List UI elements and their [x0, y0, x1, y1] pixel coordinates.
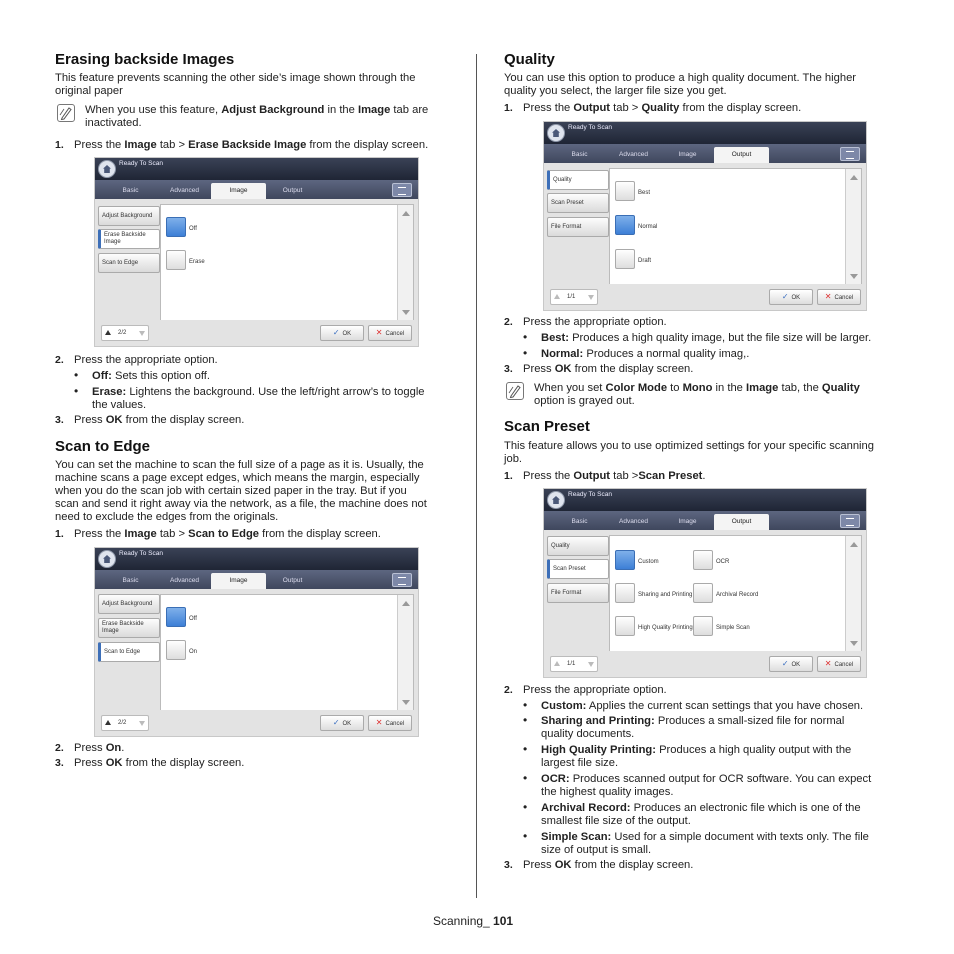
menu-icon[interactable]: [392, 573, 412, 587]
screen-title: Ready To Scan: [119, 550, 163, 557]
edge-intro-line1: You can set the machine to scan the full size of a page as it is. Usually, the: [55, 459, 424, 471]
bullet: •: [523, 742, 528, 756]
preset-step2: Press the appropriate option.: [523, 684, 667, 696]
option-label: High Quality Printing: [638, 625, 693, 631]
option-label: Archival Record: [716, 592, 759, 598]
option-draft[interactable]: [615, 249, 635, 269]
option-panel: [609, 168, 862, 286]
erasing-note-line1: When you use this feature, Adjust Background in the Image tab are: [85, 104, 429, 116]
option-archival-record[interactable]: [693, 583, 713, 603]
tab-image[interactable]: Image: [211, 573, 266, 589]
edge-intro-line2: machine scans a page except edges, which means the margin, especially: [55, 472, 420, 484]
step-number: 2.: [55, 354, 64, 366]
option-panel: [609, 535, 862, 653]
tab-basic[interactable]: Basic: [122, 187, 139, 194]
option-sharing-printing[interactable]: [615, 583, 635, 603]
bullet: •: [523, 330, 528, 344]
option-high-quality-printing[interactable]: [615, 616, 635, 636]
preset-bullet-hq-line2: largest file size.: [541, 757, 619, 769]
step-number: 3.: [504, 859, 513, 871]
bullet: •: [523, 771, 528, 785]
quality-step2: Press the appropriate option.: [523, 316, 667, 328]
quality-intro-line1: You can use this option to produce a high quality document. The higher: [504, 72, 857, 84]
cancel-button[interactable]: ✕ Cancel: [368, 715, 412, 731]
option-label: OCR: [716, 559, 730, 565]
option-best[interactable]: [615, 181, 635, 201]
erasing-bullet-erase: Erase: Lightens the background. Use the left/right arrow’s to toggle: [92, 386, 425, 398]
screen-title: Ready To Scan: [568, 124, 612, 131]
preset-bullet-simple: Simple Scan: Used for a simple document with texts only. The file: [541, 831, 869, 843]
step-number: 3.: [504, 363, 513, 375]
option-label: Off: [189, 616, 197, 622]
option-label: On: [189, 649, 198, 655]
preset-bullet-simple-line2: size of output is small.: [541, 844, 652, 856]
tab-image[interactable]: Image: [678, 151, 697, 158]
bullet: •: [523, 713, 528, 727]
cancel-button[interactable]: ✕ Cancel: [817, 656, 861, 672]
menu-icon[interactable]: [392, 183, 412, 197]
menu-icon[interactable]: [840, 147, 860, 161]
bullet: •: [74, 368, 79, 382]
bullet: •: [523, 698, 528, 712]
option-label: Best: [638, 190, 651, 196]
preset-step1: Press the Output tab >Scan Preset.: [523, 470, 706, 482]
pager[interactable]: 1/1: [550, 289, 598, 305]
side-quality[interactable]: Quality: [547, 170, 609, 190]
page-footer: Scanning_ 101: [433, 914, 514, 928]
preset-intro-line2: job.: [504, 453, 523, 465]
preset-bullet-archival: Archival Record: Produces an electronic file which is one of the: [541, 802, 861, 814]
edge-intro-line4: scan and send it right away via the network, as a file, the machine does not: [55, 498, 427, 510]
step-number: 2.: [504, 684, 513, 696]
preset-bullet-ocr: OCR: Produces scanned output for OCR software. You can expect: [541, 773, 872, 785]
step-number: 3.: [55, 757, 64, 769]
step-number: 2.: [504, 316, 513, 328]
tab-advanced[interactable]: Advanced: [170, 187, 199, 194]
quality-bullet-normal: Normal: Produces a normal quality imag,.: [541, 348, 750, 360]
home-icon[interactable]: [547, 124, 565, 142]
quality-note-line2: option is grayed out.: [534, 395, 635, 407]
cancel-button[interactable]: ✕ Cancel: [817, 289, 861, 305]
quality-step3: Press OK from the display screen.: [523, 363, 694, 375]
screen-scan-to-edge: [94, 547, 419, 737]
option-label: Off: [189, 226, 197, 232]
step-number: 2.: [55, 742, 64, 754]
option-panel: [160, 594, 414, 712]
option-ocr[interactable]: [693, 550, 713, 570]
erasing-note-line2: inactivated.: [85, 117, 142, 129]
preset-intro-line1: This feature allows you to use optimized settings for your specific scanning: [504, 440, 874, 452]
home-icon[interactable]: [547, 491, 565, 509]
tab-advanced[interactable]: Advanced: [619, 518, 648, 525]
preset-bullet-sharing-line2: quality documents.: [541, 728, 635, 740]
heading-erasing-backside: Erasing backside Images: [55, 51, 235, 68]
option-simple-scan[interactable]: [693, 616, 713, 636]
scrollbar[interactable]: [397, 205, 413, 321]
note-icon: [506, 382, 524, 400]
edge-intro-line5: need to exclude the edges from the originals.: [55, 511, 279, 523]
scrollbar[interactable]: [845, 169, 861, 285]
quality-intro-line2: quality you select, the larger file size you get.: [504, 85, 727, 97]
step-number: 1.: [55, 139, 64, 151]
option-normal[interactable]: [615, 215, 635, 235]
side-adjust-background[interactable]: Adjust Background: [98, 206, 160, 226]
cancel-button[interactable]: ✕ Cancel: [368, 325, 412, 341]
option-off[interactable]: [166, 607, 186, 627]
quality-step1: Press the Output tab > Quality from the display screen.: [523, 102, 802, 114]
screen-title: Ready To Scan: [568, 491, 612, 498]
option-label: Simple Scan: [716, 625, 750, 631]
tab-basic[interactable]: Basic: [122, 577, 139, 584]
heading-scan-to-edge: Scan to Edge: [55, 438, 151, 455]
tab-advanced[interactable]: Advanced: [170, 577, 199, 584]
pager[interactable]: 2/2: [101, 715, 149, 731]
preset-bullet-archival-line2: smallest file size of the output.: [541, 815, 691, 827]
erasing-step2: Press the appropriate option.: [74, 354, 218, 366]
pager[interactable]: 1/1: [550, 656, 598, 672]
screen-quality: [543, 121, 867, 311]
side-erase-backside[interactable]: Erase Backside Image: [98, 229, 160, 249]
tab-output[interactable]: Output: [282, 187, 303, 194]
erasing-bullet-erase-line2: the values.: [92, 399, 147, 411]
option-label: Normal: [638, 224, 658, 230]
pager[interactable]: 2/2: [101, 325, 149, 341]
tab-image[interactable]: Image: [211, 183, 266, 199]
edge-step3: Press OK from the display screen.: [74, 757, 245, 769]
step-number: 1.: [504, 470, 513, 482]
erasing-step1: Press the Image tab > Erase Backside Image from the display screen.: [74, 139, 429, 151]
screen-scan-preset: [543, 488, 867, 678]
option-label: Sharing and Printing: [638, 592, 693, 598]
preset-bullet-sharing: Sharing and Printing: Produces a small-sized file for normal: [541, 715, 845, 727]
side-file-format[interactable]: File Format: [547, 583, 609, 603]
erasing-step3: Press OK from the display screen.: [74, 414, 245, 426]
tab-output[interactable]: Output: [714, 514, 769, 530]
tab-image[interactable]: Image: [678, 518, 697, 525]
column-divider: [476, 54, 477, 898]
scrollbar[interactable]: [397, 595, 413, 711]
option-panel: [160, 204, 414, 322]
side-scan-to-edge[interactable]: Scan to Edge: [98, 253, 160, 273]
screen-title: Ready To Scan: [119, 160, 163, 167]
ok-button[interactable]: ✓ OK: [320, 325, 364, 341]
edge-intro-line3: when you do the scan job with certain sized paper in the tray. But if you: [55, 485, 407, 497]
step-number: 1.: [55, 528, 64, 540]
tab-basic[interactable]: Basic: [571, 151, 588, 158]
edge-step2: Press On.: [74, 742, 125, 754]
option-label: Custom: [638, 559, 659, 565]
option-label: Erase: [189, 259, 205, 265]
menu-icon[interactable]: [840, 514, 860, 528]
step-number: 1.: [504, 102, 513, 114]
screen-erase-backside: [94, 157, 419, 347]
side-quality[interactable]: Quality: [547, 536, 609, 556]
quality-bullet-best: Best: Produces a high quality image, but the file size will be larger.: [541, 332, 872, 344]
option-custom[interactable]: [615, 550, 635, 570]
ok-button[interactable]: ✓ OK: [769, 289, 813, 305]
step-number: 3.: [55, 414, 64, 426]
ok-button[interactable]: ✓ OK: [769, 656, 813, 672]
side-scan-to-edge[interactable]: Scan to Edge: [98, 642, 160, 662]
quality-note-line1: When you set Color Mode to Mono in the Image tab, the Quality: [534, 382, 860, 394]
heading-quality: Quality: [504, 51, 555, 68]
preset-bullet-ocr-line2: the highest quality images.: [541, 786, 674, 798]
tab-output[interactable]: Output: [714, 147, 769, 163]
tab-advanced[interactable]: Advanced: [619, 151, 648, 158]
option-erase[interactable]: [166, 250, 186, 270]
option-on[interactable]: [166, 640, 186, 660]
side-adjust-background[interactable]: Adjust Background: [98, 594, 160, 614]
bullet: •: [523, 346, 528, 360]
side-file-format[interactable]: File Format: [547, 217, 609, 237]
bullet: •: [523, 800, 528, 814]
home-icon[interactable]: [98, 160, 116, 178]
note-icon: [57, 104, 75, 122]
scrollbar[interactable]: [845, 536, 861, 652]
option-off[interactable]: [166, 217, 186, 237]
heading-scan-preset: Scan Preset: [504, 418, 590, 435]
tab-basic[interactable]: Basic: [571, 518, 588, 525]
side-scan-preset[interactable]: Scan Preset: [547, 193, 609, 213]
home-icon[interactable]: [98, 550, 116, 568]
side-erase-backside[interactable]: Erase Backside Image: [98, 618, 160, 638]
option-label: Draft: [638, 258, 652, 264]
side-scan-preset[interactable]: Scan Preset: [547, 559, 609, 579]
bullet: •: [74, 384, 79, 398]
preset-bullet-custom: Custom: Applies the current scan settings that you have chosen.: [541, 700, 864, 712]
edge-step1: Press the Image tab > Scan to Edge from the display screen.: [74, 528, 381, 540]
erasing-intro-line1: This feature prevents scanning the other side’s image shown through the: [55, 72, 416, 84]
preset-step3: Press OK from the display screen.: [523, 859, 694, 871]
erasing-bullet-off: Off: Sets this option off.: [92, 370, 210, 382]
erasing-intro-line2: original paper: [55, 85, 123, 97]
preset-bullet-hq: High Quality Printing: Produces a high quality output with the: [541, 744, 852, 756]
ok-button[interactable]: ✓ OK: [320, 715, 364, 731]
bullet: •: [523, 829, 528, 843]
tab-output[interactable]: Output: [282, 577, 303, 584]
